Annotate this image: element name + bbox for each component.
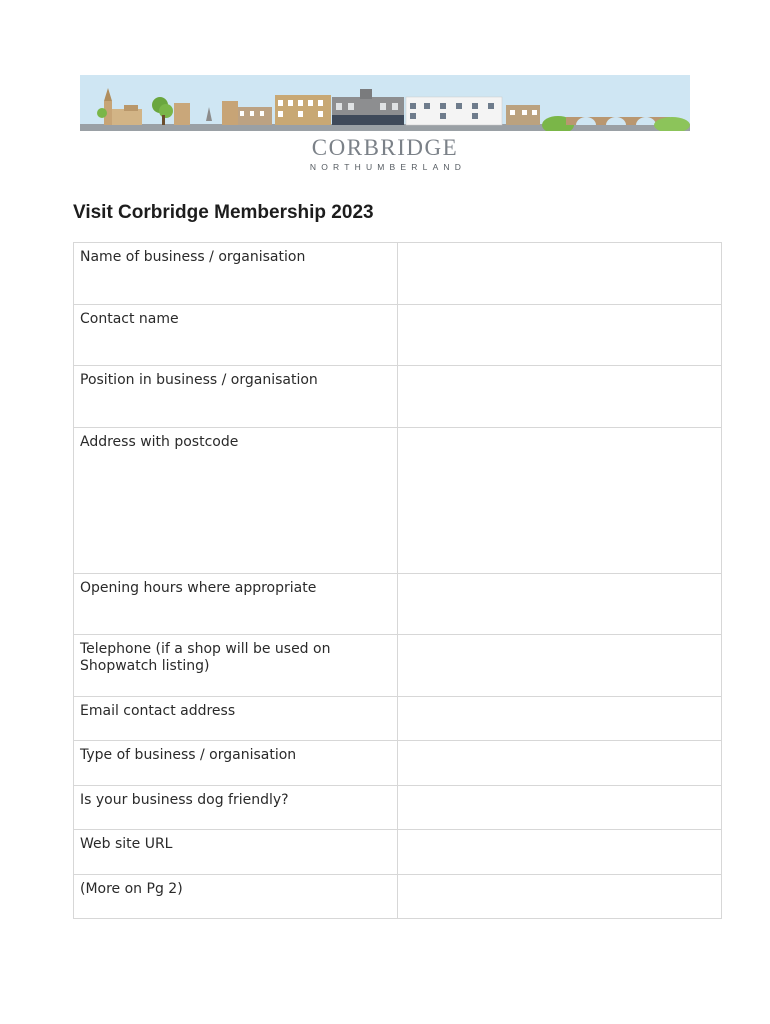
business-type-field[interactable] bbox=[398, 741, 722, 786]
continued-field[interactable] bbox=[398, 875, 722, 919]
membership-form-table bbox=[73, 242, 722, 919]
brand-logo bbox=[0, 136, 770, 172]
field-label: Web site URL bbox=[74, 830, 398, 875]
form-row bbox=[74, 635, 722, 697]
form-row bbox=[74, 786, 722, 830]
field-label: Position in business / organisation bbox=[74, 366, 398, 428]
brand-name: CORBRIDGE bbox=[311, 135, 459, 160]
header-banner-illustration bbox=[80, 75, 690, 131]
field-label: Telephone (if a shop will be used on Shopwatch listing) bbox=[74, 635, 398, 697]
dog-friendly-field[interactable] bbox=[398, 786, 722, 830]
town-skyline-image bbox=[80, 75, 690, 131]
form-row bbox=[74, 243, 722, 305]
form-row bbox=[74, 574, 722, 635]
brand-subtitle: NORTHUMBERLAND bbox=[309, 162, 467, 172]
field-label: Address with postcode bbox=[74, 428, 398, 574]
business-name-field[interactable] bbox=[398, 243, 722, 305]
email-field[interactable] bbox=[398, 697, 722, 741]
field-label: Opening hours where appropriate bbox=[74, 574, 398, 635]
form-row bbox=[74, 305, 722, 366]
form-row bbox=[74, 697, 722, 741]
form-row bbox=[74, 741, 722, 786]
address-field[interactable] bbox=[398, 428, 722, 574]
form-row bbox=[74, 366, 722, 428]
website-url-field[interactable] bbox=[398, 830, 722, 875]
field-label: Email contact address bbox=[74, 697, 398, 741]
contact-name-field[interactable] bbox=[398, 305, 722, 366]
field-label: (More on Pg 2) bbox=[74, 875, 398, 919]
field-label: Contact name bbox=[74, 305, 398, 366]
field-label: Is your business dog friendly? bbox=[74, 786, 398, 830]
field-label: Type of business / organisation bbox=[74, 741, 398, 786]
position-field[interactable] bbox=[398, 366, 722, 428]
opening-hours-field[interactable] bbox=[398, 574, 722, 635]
form-row bbox=[74, 875, 722, 919]
form-row bbox=[74, 830, 722, 875]
telephone-field[interactable] bbox=[398, 635, 722, 697]
page-title: Visit Corbridge Membership 2023 bbox=[73, 202, 374, 223]
field-label: Name of business / organisation bbox=[74, 243, 398, 305]
form-row bbox=[74, 428, 722, 574]
